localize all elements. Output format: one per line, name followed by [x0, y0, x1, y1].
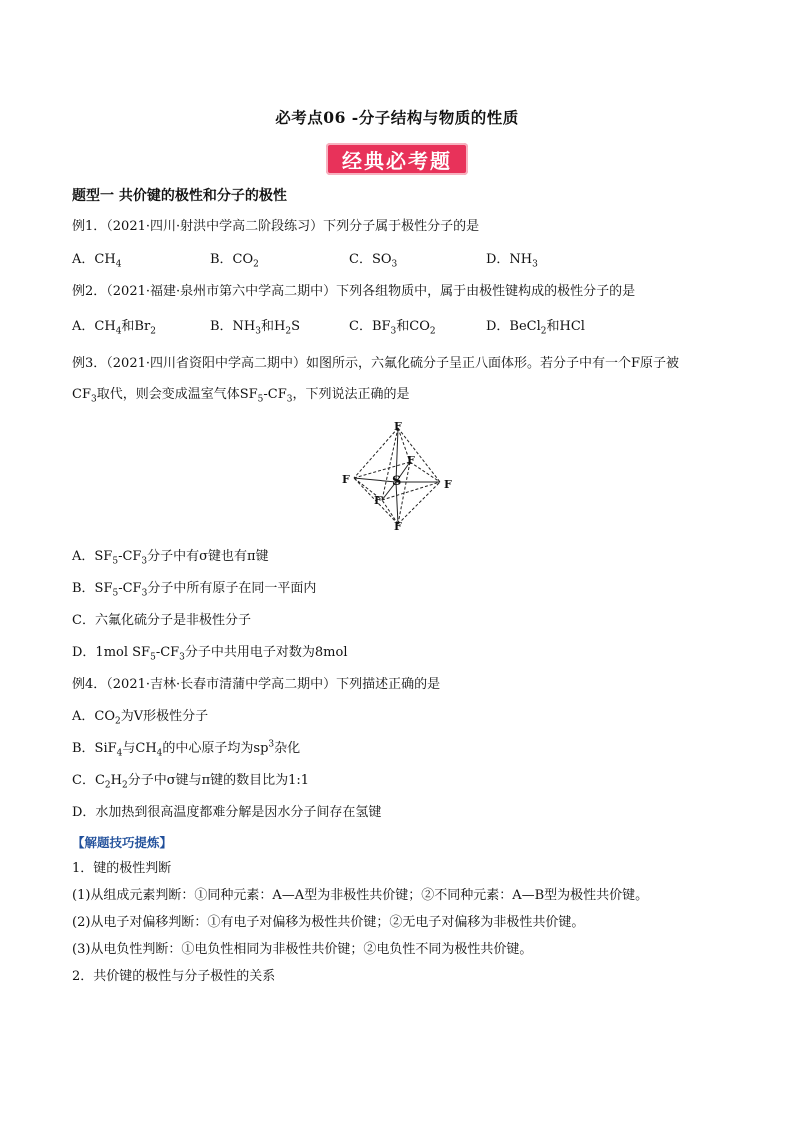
fluorine-atom-right: F	[444, 478, 452, 491]
q2-stem: 例2．（2021·福建·泉州市第六中学高二期中）下列各组物质中，属于由极性键构成的极性分子的是	[72, 284, 636, 299]
q1-option-c: C．$SO_3$	[349, 252, 398, 270]
tips-point-1-3: (3)从电负性判断：①电负性相同为非极性共价键；②电负性不同为极性共价键。	[72, 942, 533, 957]
tips-point-2: 2．共价键的极性与分子极性的关系	[72, 969, 276, 984]
q1-option-b: B．$CO_2$	[210, 252, 259, 270]
q2-option-c: C．$BF_3$和$CO_2$	[349, 319, 436, 337]
q4-option-c: C．$C_2H_2$分子中σ键与π键的数目比为1:1	[72, 773, 310, 791]
fluorine-atom-bottom: F	[394, 520, 402, 533]
q3-stem-line2: $CF_3$取代，则会变成温室气体$SF_5-CF_3$，下列说法正确的是	[72, 387, 410, 405]
q2-option-d: D．BeCl$_2$和HCl	[486, 319, 585, 337]
fluorine-atom-back: F	[407, 454, 415, 467]
q2-option-a: A．$CH_4$和$Br_2$	[72, 319, 156, 337]
tips-heading: 【解题技巧提炼】	[72, 835, 173, 850]
q4-option-a: A．$CO_2$为V形极性分子	[72, 709, 209, 727]
q4-option-d: D．水加热到很高温度都难分解是因水分子间存在氢键	[72, 805, 382, 820]
fluorine-atom-left: F	[342, 473, 350, 486]
tips-point-1-1: (1)从组成元素判断：①同种元素：A—A型为非极性共价键；②不同种元素：A—B型为极性共价键。	[72, 888, 649, 903]
q1-stem: 例1．（2021·四川·射洪中学高二阶段练习）下列分子属于极性分子的是	[72, 219, 480, 234]
q3-option-c: C．六氟化硫分子是非极性分子	[72, 613, 251, 628]
q4-option-b: B．SiF$_4$与$CH_4$的中心原子均为$sp^3$杂化	[72, 739, 301, 759]
q2-option-b: B．$NH_3$和$H_2S$	[210, 319, 300, 337]
q4-stem: 例4．（2021·吉林·长春市清蒲中学高二期中）下列描述正确的是	[72, 677, 441, 692]
fluorine-atom-top: F	[394, 420, 402, 433]
q3-option-b: B．$SF_5-CF_3$分子中所有原子在同一平面内	[72, 581, 317, 599]
q3-stem-line1: 例3．（2021·四川省资阳中学高二期中）如图所示，六氟化硫分子呈正八面体形。若分子中有一个F原子被	[72, 356, 680, 371]
page-title: 必考点06 -分子结构与物质的性质	[275, 108, 519, 127]
q1-option-d: D．$NH_3$	[486, 252, 538, 270]
fluorine-atom-front: F	[374, 494, 382, 507]
classic-badge: 经典必考题	[326, 143, 468, 175]
q3-option-d: D．1mol $SF_5-CF_3$分子中共用电子对数为8mol	[72, 645, 348, 663]
q1-option-a: A．$CH_4$	[72, 252, 122, 270]
sulfur-atom: S	[392, 474, 402, 489]
tips-point-1: 1．键的极性判断	[72, 861, 172, 876]
sf6-octahedron-diagram	[336, 416, 466, 536]
tips-point-1-2: (2)从电子对偏移判断：①有电子对偏移为极性共价键；②无电子对偏移为非极性共价键。	[72, 915, 585, 930]
section-heading: 题型一 共价键的极性和分子的极性	[72, 188, 287, 204]
q3-option-a: A．$SF_5-CF_3$分子中有σ键也有π键	[72, 549, 269, 567]
